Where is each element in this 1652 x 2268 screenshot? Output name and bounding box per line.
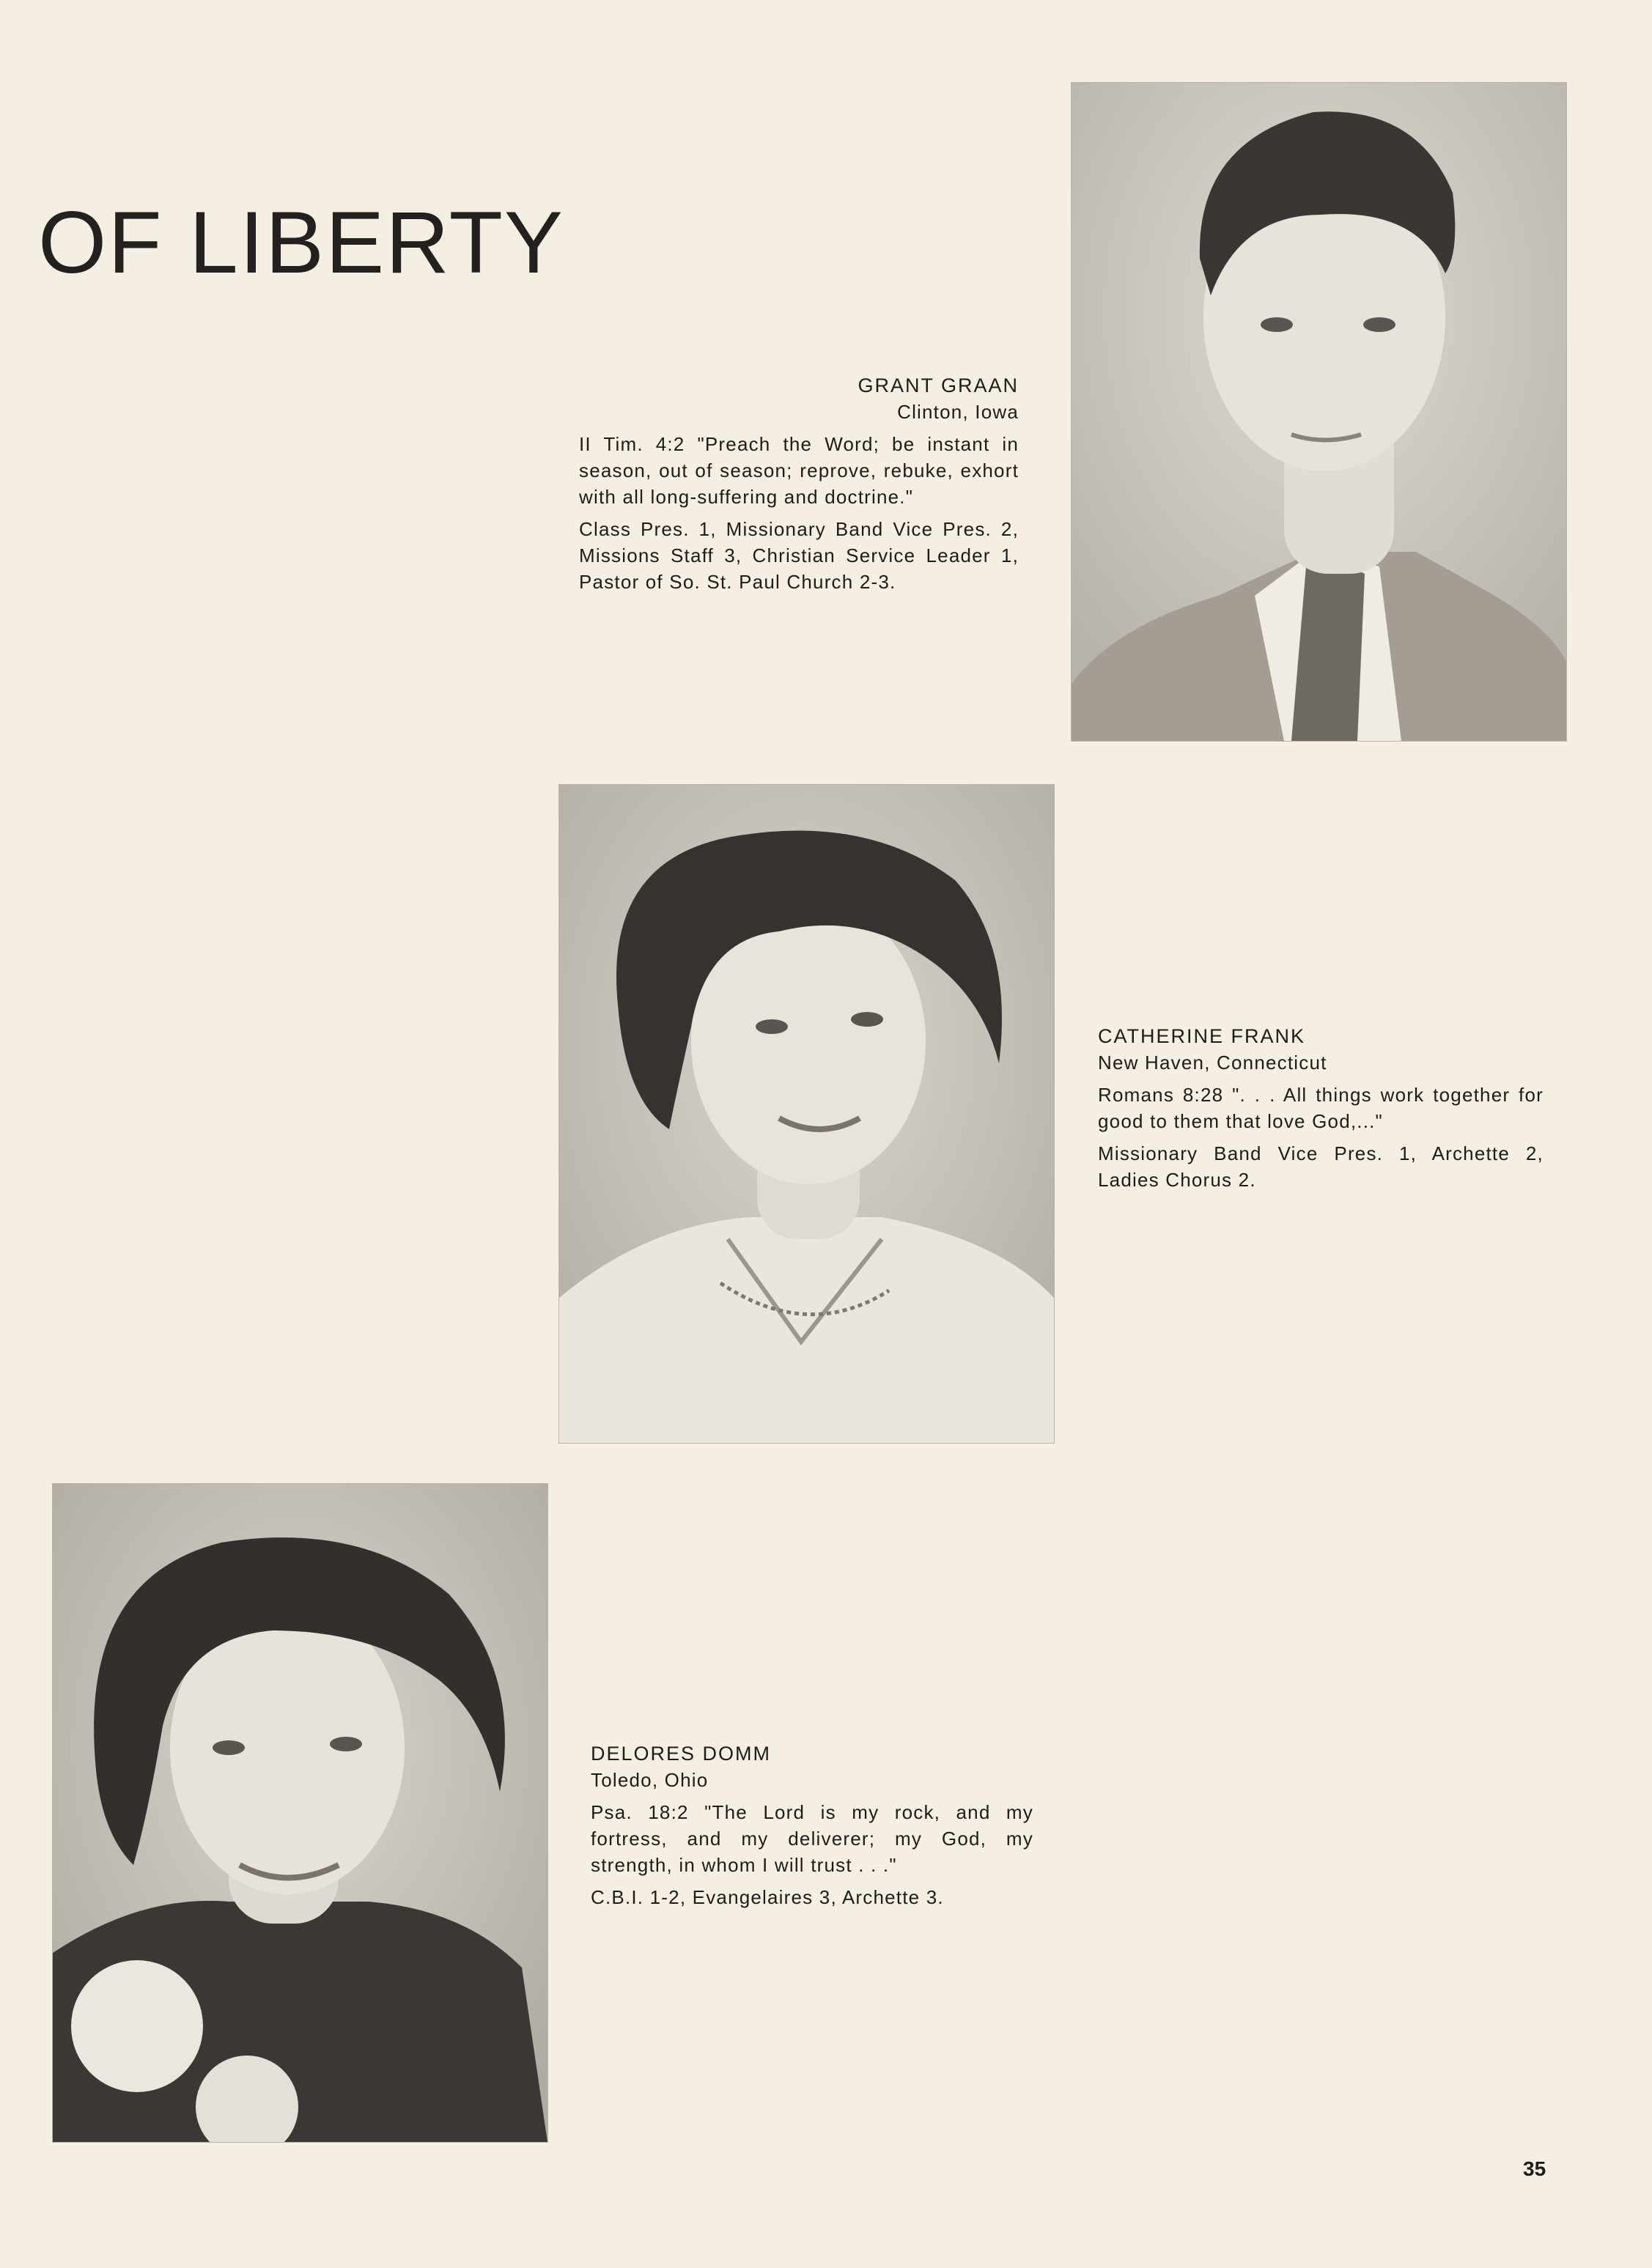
student-activities: C.B.I. 1-2, Evangelaires 3, Archette 3. xyxy=(591,1886,944,1908)
bio-delores-domm xyxy=(591,1740,1033,1910)
student-hometown: Clinton, Iowa xyxy=(897,401,1019,423)
student-activities: Missionary Band Vice Pres. 1, Archette 2, Ladies Chorus 2. xyxy=(1098,1142,1544,1191)
student-hometown: New Haven, Connecticut xyxy=(1098,1052,1327,1074)
bio-catherine-frank xyxy=(1098,1023,1544,1193)
student-hometown: Toledo, Ohio xyxy=(591,1769,709,1791)
portrait-photo-catherine-frank xyxy=(559,785,1054,1443)
student-activities: Class Pres. 1, Missionary Band Vice Pres. 2, Missions Staff 3, Christian Service Leader 1, Pastor of So. St. Paul Church 2-3. xyxy=(579,518,1019,593)
portrait-photo-grant-graan xyxy=(1072,83,1566,741)
portrait-photo-delores-domm xyxy=(53,1484,547,2142)
page-number: 35 xyxy=(1523,2157,1546,2180)
page-heading: OF LIBERTY xyxy=(38,193,564,292)
student-name: CATHERINE FRANK xyxy=(1098,1025,1306,1047)
student-name: DELORES DOMM xyxy=(591,1743,772,1765)
student-name: GRANT GRAAN xyxy=(858,374,1019,396)
student-verse: II Tim. 4:2 "Preach the Word; be instant in season, out of season; reprove, rebuke, exhort with all long-suffering and doctrine." xyxy=(579,433,1019,508)
student-verse: Romans 8:28 ". . . All things work together for good to them that love God,..." xyxy=(1098,1084,1544,1132)
bio-grant-graan xyxy=(579,372,1019,595)
student-verse: Psa. 18:2 "The Lord is my rock, and my fortress, and my deliverer; my God, my strength, in whom I will trust . . ." xyxy=(591,1801,1033,1876)
